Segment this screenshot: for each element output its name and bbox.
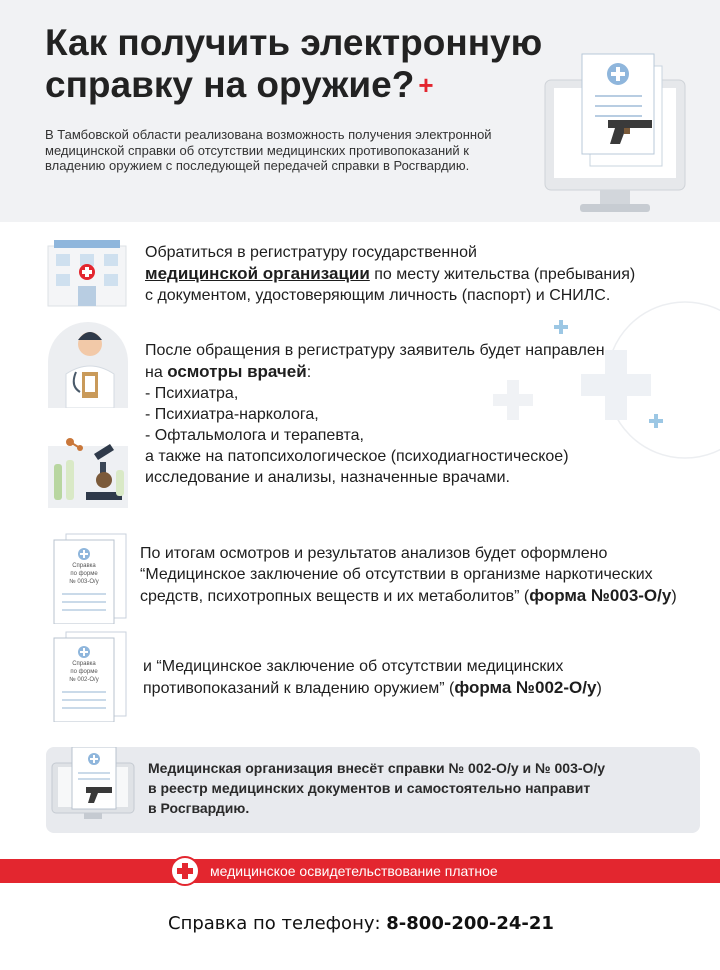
phone-line xyxy=(168,913,554,934)
certificate-002-label: Справка по форме № 002-О/у xyxy=(69,661,99,683)
title-line-2: справку на оружие? + xyxy=(45,64,434,105)
monitor-pistol-icon xyxy=(50,747,136,823)
bold-medical-organization: медицинской организации xyxy=(145,264,370,283)
laboratory-microscope-icon xyxy=(44,434,132,510)
step-1-text: Обратиться в регистратуру государственной медицинской организации по месту жительства (пребывания) с документом, удостоверяющим личность (паспорт) и СНИЛС. xyxy=(145,244,636,304)
title-line-1: Как получить электронную xyxy=(45,22,543,63)
step-2-text: После обращения в регистратуру заявитель будет направлен на осмотры врачей: - Психиатра, - Психиатра-нарколога, - Офтальмолога и терапевта, а также на патопсихологическое (психодиагностическое) исследование и анализы, назначенные врачами. xyxy=(145,340,665,488)
step-4-text: и “Медицинское заключение об отсутствии медицинских противопоказаний к владению оружием” (форма №002-О/у) xyxy=(143,658,602,697)
red-cross-icon xyxy=(170,856,200,886)
bold-form-003: форма №003-О/у xyxy=(529,586,672,605)
red-plus-icon: + xyxy=(418,70,434,100)
bold-form-002: форма №002-О/у xyxy=(454,678,597,697)
list-item: - Психиатра-нарколога, xyxy=(145,406,319,423)
certificate-003-label: Справка по форме № 003-О/у xyxy=(69,563,99,585)
registry-notice-text: Медицинская организация внесёт справки № 002-О/у и № 003-О/у в реестр медицинских документов и самостоятельно направит в Росгвардию. xyxy=(148,760,606,816)
paid-notice-text: медицинское освидетельствование платное xyxy=(210,863,498,879)
monitor-certificate-icon xyxy=(540,48,690,218)
phone-label: Справка по телефону: xyxy=(168,913,387,934)
bold-doctor-exams: осмотры врачей xyxy=(167,362,307,381)
step-3-text: По итогам осмотров и результатов анализов будет оформлено “Медицинское заключение об отсутствии в организме наркотических средств, психотропных веществ и их метаболитов” (форма №003-О/у) xyxy=(140,545,677,605)
lead-paragraph: В Тамбовской области реализована возможность получения электронной медицинской справки об отсутствии медицинских противопоказаний к владению оружием с последующей передачей справки в Росгвардию. xyxy=(45,127,492,173)
phone-number[interactable]: 8-800-200-24-21 xyxy=(386,913,554,934)
list-item: - Психиатра, xyxy=(145,385,239,402)
hospital-building-icon xyxy=(44,236,130,308)
doctor-icon xyxy=(46,322,130,408)
list-item: - Офтальмолога и терапевта, xyxy=(145,427,364,444)
page-title xyxy=(45,22,542,106)
